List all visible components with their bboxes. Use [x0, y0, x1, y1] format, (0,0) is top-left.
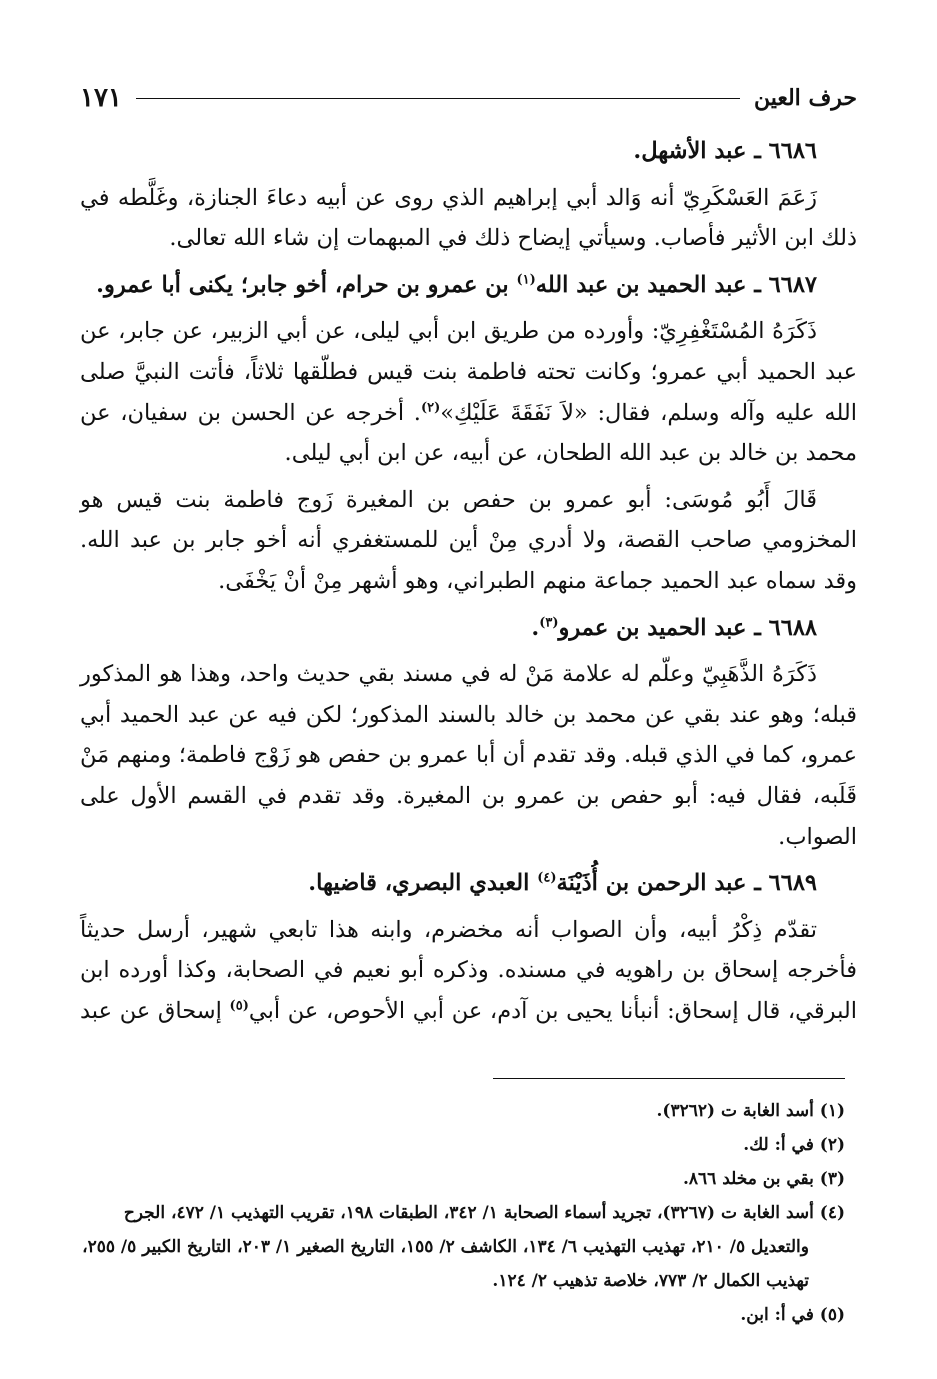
entry-heading-6688-rest: . — [531, 614, 540, 641]
entry-heading-6688 — [80, 608, 857, 649]
main-text — [80, 128, 857, 1037]
entry-heading-6687 — [80, 265, 857, 306]
footnote-ref-2[interactable]: (٢) — [420, 400, 441, 416]
running-header — [80, 78, 857, 118]
footnotes — [80, 1094, 845, 1332]
footnote-3: (٣) بقي بن مخلد ٨٦٦. — [682, 1169, 845, 1189]
entry-heading-6687-rest: بن عمرو بن حرام، أخو جابر؛ يكنى أبا عمرو. — [96, 271, 517, 298]
entry-heading-6689-rest: العبدي البصري، قاضيها. — [308, 870, 538, 897]
entry-6686-text: زَعَمَ العَسْكَرِيّ أنه وَالد أبي إبراهيم الذي روى عن أبيه دعاءَ الجنازة، وغَلَّطه في ذلك ابن الأثير فأصاب. وسيأتي إيضاح ذلك في المبهمات إن شاء الله تعالى. — [80, 184, 857, 252]
footnote-ref-3[interactable]: (٣) — [539, 615, 559, 631]
entry-6687-text-1b: . أخرجه عن الحسن بن سفيان، عن محمد بن خالد بن عبد الله الطحان، عن أبيه، عن ابن أبي ليلى. — [80, 399, 857, 467]
entry-6687-text-1 — [80, 311, 857, 473]
entry-6687-text-1a: ذَكَرَهُ المُسْتَغْفِرِيّ: وأورده من طريق ابن أبي ليلى، عن أبي الزبير، عن جابر، عن عبد الحميد أبي عمرو؛ وكانت تحته فاطمة بنت قيس فطلّقها ثلاثاً، فأتت النبيَّ صلى الله عليه وآله وسلم، فقال: «لاَ نَفَقَةَ عَلَيْكِ» — [80, 318, 857, 426]
footnote-1: (١) أسد الغابة ت (٣٢٦٢). — [656, 1101, 845, 1121]
entry-6687-text-2: قَالَ أَبُو مُوسَى: أبو عمرو بن حفص بن المغيرة زَوج فاطمة بنت قيس هو المخزومي صاحب القصة، ولا أدري مِنْ أين للمستغفري أنه أخو جابر بن عبد الله. وقد سماه عبد الحميد جماعة منهم الطبراني، وهو أشهر مِنْ أنْ يَخْفَى. — [80, 486, 857, 594]
page-number: ١٧١ — [80, 83, 122, 113]
entry-heading-6689 — [80, 863, 857, 904]
entry-6689-text-b: إسحاق عن عبد — [80, 997, 230, 1024]
entry-heading-6688-name: ٦٦٨٨ ـ عبد الحميد بن عمرو — [558, 614, 817, 641]
entry-6688-text: ذَكَرَهُ الذَّهَبِيّ وعلّم له علامة مَنْ له في مسند بقي حديث واحد، وهذا هو المذكور قبله؛ وهو عند بقي عن محمد بن خالد بالسند المذكور؛ لكن فيه عن عبد الحميد أبي عمرو، كما في الذي قبله. وقد تقدم أن أبا عمرو بن حفص هو زَوْج فاطمة؛ ومنهم مَنْ قَلَبه، فقال فيه: أبو حفص بن عمرو بن المغيرة. وقد تقدم في القسم الأول على الصواب. — [80, 661, 857, 850]
entry-heading-6687-name: ٦٦٨٧ ـ عبد الحميد بن عبد الله — [535, 271, 817, 298]
chapter-title: حرف العين — [753, 85, 857, 111]
footnote-ref-5[interactable]: (٥) — [229, 998, 249, 1014]
entry-6689-text — [80, 910, 857, 1032]
header-rule — [136, 98, 740, 99]
footnote-ref-1[interactable]: (١) — [516, 272, 536, 288]
footnote-2: (٢) في أ: لك. — [743, 1135, 845, 1155]
footnote-4: (٤) أسد الغابة ت (٣٢٦٧)، تجريد أسماء الصحابة ١/ ٣٤٢، الطبقات ١٩٨، تقريب التهذيب ١/ ٤٧٢، الجرح والتعديل ٥/ ٢١٠، تهذيب التهذيب ٦/ ١٣٤، الكاشف ٢/ ١٥٥، التاريخ الصغير ١/ ٢٠٣، التاريخ الكبير ٥/ ٢٥٥، تهذيب الكمال ٢/ ٧٧٣، خلاصة تذهيب ٢/ ١٢٤. — [82, 1203, 845, 1291]
footnote-ref-4[interactable]: (٤) — [537, 870, 557, 886]
entry-heading-6686: ٦٦٨٦ ـ عبد الأشهل. — [633, 138, 817, 164]
footnote-separator — [493, 1078, 845, 1079]
footnote-5: (٥) في أ: ابن. — [740, 1305, 845, 1325]
entry-6689-text-a: تقدّم ذِكْرُ أبيه، وأن الصواب أنه مخضرم، وابنه هذا تابعي شهير، أرسل حديثاً فأخرجه إسحاق بن راهويه في مسنده. وذكره أبو نعيم في الصحابة، وكذا أورده ابن البرقي، قال إسحاق: أنبأنا يحيى بن آدم، عن أبي الأحوص، عن أبي — [80, 916, 857, 1024]
entry-heading-6689-name: ٦٦٨٩ ـ عبد الرحمن بن أُذَيْنَة — [556, 870, 817, 897]
